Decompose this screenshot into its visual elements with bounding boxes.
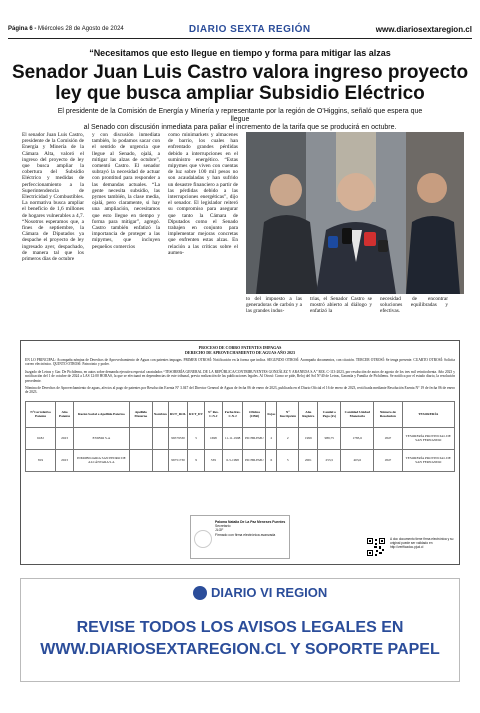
signer-note: Firmado con firma electrónica avanzada: [215, 532, 276, 537]
column-header: N°Correlativo Patente: [26, 401, 56, 427]
table-cell: [129, 449, 152, 471]
table-cell: 96579330: [168, 427, 187, 449]
ad-line-1: REVISE TODOS LOS AVISOS LEGALES EN: [76, 619, 404, 636]
column-header: N° Res. C.N.J: [204, 401, 222, 427]
column-header: Caudal o Pago (l/s): [318, 401, 341, 427]
table-cell: 2001: [299, 449, 318, 471]
table-cell: 1847: [374, 449, 402, 471]
table-cell: INMOBILIARIA SAN PEDRO DE ALCÁNTARA S.A: [73, 449, 129, 471]
page-date: Página 6 - Miércoles 28 de Agosto de 2024: [8, 26, 124, 32]
column-header: RUT_ROL: [168, 401, 187, 427]
article-column-1: El senador Juan Luis Castro, presidente de la Comisión de Energía y Minería de la Cámara Alta, valoró el ingreso del proyecto de ley que busca ampliar la cobertura del Subsidio Eléctrico y medidas de perfeccionamiento a la Superintendencia de Electricidad y Combustibles. La normativa busca ampliar el beneficio de 1,6 millones de hogares vulnerables a 4,7. “Nosotros esperamos que, a fines de septiembre, la Cámara de Diputados ya despache el proyecto de ley ingresado ayer, despachado, de manera tal que los primeros días de octubre: [22, 132, 84, 263]
diario-logo-icon: [193, 586, 207, 600]
table-row: [26, 427, 455, 449]
signature-seal-icon: [194, 530, 212, 548]
table-cell: 6182: [26, 427, 56, 449]
photo-caption-column-2: trias, el Senador Castro se mostró abierto al diálogo y enfatizó la: [310, 296, 372, 315]
column-header: Fecha Res. C.N.J: [222, 401, 243, 427]
column-header: N° Inscripción: [277, 401, 299, 427]
column-header: Año Registro: [299, 401, 318, 427]
table-cell: PICHILEMU: [243, 449, 266, 471]
table-cell: 2023: [56, 449, 74, 471]
table-cell: 2023: [56, 427, 74, 449]
legal-paragraph-2: Juzgado de Letras y Gar. De Pichilemu, en autos sobre demanda ejecutiva especial caratulados “TESORERÍA GENERAL DE LA REPÚBLICA/CONTRIBUYENTES GONZÁLEZ Y ARANEDA S.A” ROL C-113-2023, por resolución de autos de agosto de los tres mil veintiochenta. Año 2023 y notificación del 1 de octubre de 2024 a LAS 12:00 HORAS, la que se efectuará en dependencias de este tribunal, previa realización de las publicaciones legales. Al Otrosí: Como se pide, Reloj del Sol N°40 de Letras, Garantía y Familia de Pichilemu. Se notifica por el estado diario, la resolución precedente.: [25, 369, 455, 383]
table-cell: [152, 427, 168, 449]
table-cell: 9: [188, 449, 205, 471]
table-cell: 253,5: [318, 449, 341, 471]
photo-caption-column-3: necesidad de encontrar soluciones equilibradas y efectivas.: [380, 296, 448, 315]
signer-role: Secretario: [215, 524, 231, 529]
electronic-signature: [190, 515, 290, 559]
table-cell: 6: [266, 449, 277, 471]
table-cell: 5: [277, 449, 299, 471]
table-cell: 1999: [299, 427, 318, 449]
article-headline: Senador Juan Luis Castro valora ingreso proyecto ley que busca ampliar Subsidio Eléctrico: [11, 62, 469, 104]
article-photo: [246, 132, 464, 294]
patents-table: [25, 401, 455, 472]
signer-name: Paloma Natalia De La Paz Meneses Fuentes: [215, 520, 286, 524]
table-cell: 2: [277, 427, 299, 449]
signer-office: JLGF: [215, 528, 224, 533]
ad-brand-name: DIARIO VI REGION: [211, 585, 328, 600]
table-row: [26, 449, 455, 471]
table-cell: TESORERÍA PROVINCIAL DE SAN FERNANDO: [402, 427, 455, 449]
legal-title-2: DERECHO DE APROVECHAMIENTO DE AGUAS AÑO 2023: [185, 350, 295, 355]
table-cell: 1698: [204, 427, 222, 449]
table-cell: 403,6: [341, 449, 374, 471]
website-url[interactable]: www.diariosextaregion.cl: [375, 24, 472, 34]
legal-paragraph-3: Nómina de Derechos de Aprovechamiento de aguas, afectos al pago de patentes por Resolución Exenta N° 3.047 del Director General de Aguas de fecha 06 de enero de 2023, publicada en el Diario Oficial el 16 de enero de 2023, rectificada mediante Resolución Exenta N° 19 de fecha 06 de enero de 2023.: [25, 386, 455, 395]
column-header: Oficina (CBR): [243, 401, 266, 427]
table-cell: 1847: [374, 427, 402, 449]
table-cell: TESORERÍA PROVINCIAL DE SAN FERNANDO: [402, 449, 455, 471]
legal-title-1: PROCESO DE COBRO PATENTES IMPAGAS: [198, 345, 282, 350]
table-cell: 339: [204, 449, 222, 471]
table-cell: 2: [266, 427, 277, 449]
table-cell: 989,75: [318, 427, 341, 449]
header-divider: [8, 38, 472, 39]
table-cell: 11-11-1998: [222, 427, 243, 449]
column-header: Año Patente: [56, 401, 74, 427]
table-cell: [129, 427, 152, 449]
legal-notices-ad: [20, 578, 460, 682]
table-cell: PICHILEMU: [243, 427, 266, 449]
column-header: Apellido Materno: [129, 401, 152, 427]
table-cell: 96751730: [168, 449, 187, 471]
qr-validation-note: A doc documento tiene firma electrónica y su original puede ser validado en http://verificadoc.pjud.cl: [390, 537, 454, 549]
page-header: [8, 22, 472, 36]
photo-caption-column-1: to del impuesto a las generadoras de carbón y a las grandes indus-: [246, 296, 302, 315]
column-header: Cantidad Unidad Monetaria: [341, 401, 374, 427]
column-header: TESORERÍA: [402, 401, 455, 427]
column-header: Nombres: [152, 401, 168, 427]
column-header: Número de Resolución: [374, 401, 402, 427]
table-cell: 6-5-1998: [222, 449, 243, 471]
article-kicker: “Necesitamos que esto llegue en tiempo y forma para mitigar las alzas: [89, 48, 391, 58]
article-column-2: y con discusión inmediata también, lo podamos sacar con el sentido de urgencia que llegue al Senado, ojalá, a mitigar las alzas de octubre”, comentó Castro. El senador subrayó la necesidad de actuar con prontitud para responder a las demandas actuales. “La gente necesita subsidio, las pymes también, la clase media, ojalá, pero claramente, si hay una ampliación, necesitamos que esto llegue en tiempo y forma para mitigar”, agregó. Castro también enfatizó la importancia de proteger a las mipymes, que incluyen pequeños comercios: [92, 132, 160, 250]
ad-brand: [193, 585, 327, 600]
qr-code-icon[interactable]: [366, 537, 386, 557]
table-cell: [152, 449, 168, 471]
article-column-3: como minimarkets y almacenes de barrio, los cuales han enfrentado grandes pérdidas debido a interrupciones en el suministro energético. “Estas mipymes que viven con cuentas de luz sobre 100 mil pesos no son acaudaladas y han sufrido un desastre financiero a partir de las pérdidas debido a las interrupciones energéticas”, dijo el senador. El legislador reiteró su compromiso para asegurar que tanto la Cámara de Diputados como el Senado trabajen en conjunto para implementar mejoras concretas que enfrenten estas alzas. En relación a las críticas sobre el aumen-: [168, 132, 238, 256]
legal-paragraph-1: EN LO PRINCIPAL: Acompaña nómina de Derechos de Aprovechamiento de Aguas con patentes impagas. PRIMER OTROSÍ: Notificación en la forma que indica. SEGUNDO OTROSÍ: Acompaña documentos, con citación. TERCER OTROSÍ: Se tenga presente. CUARTO OTROSÍ: Solicita correo electrónico. QUINTO OTROSÍ: Patrocinio y poder.: [25, 358, 455, 367]
column-header: Fojas: [266, 401, 277, 427]
table-header-row: [26, 401, 455, 427]
table-cell: 819: [26, 449, 56, 471]
table-cell: 1783,6: [341, 427, 374, 449]
table-cell: 5: [188, 427, 205, 449]
column-header: Razón Social o Apellido Paterno: [73, 401, 129, 427]
column-header: RUT_DV: [188, 401, 205, 427]
ad-line-2[interactable]: WWW.DIARIOSEXTAREGION.CL Y SOPORTE PAPEL: [40, 641, 440, 658]
table-cell: ESSBIO S.A: [73, 427, 129, 449]
newspaper-brand: DIARIO SEXTA REGIÓN: [188, 23, 311, 35]
article-dek: El presidente de la Comisión de Energía y Minería y representante por la región de O’Higgins, señaló que espera que llegue al Senado con discusión inmediata para paliar el incremento de la tarifa que se producirá en octubre.: [57, 108, 423, 131]
